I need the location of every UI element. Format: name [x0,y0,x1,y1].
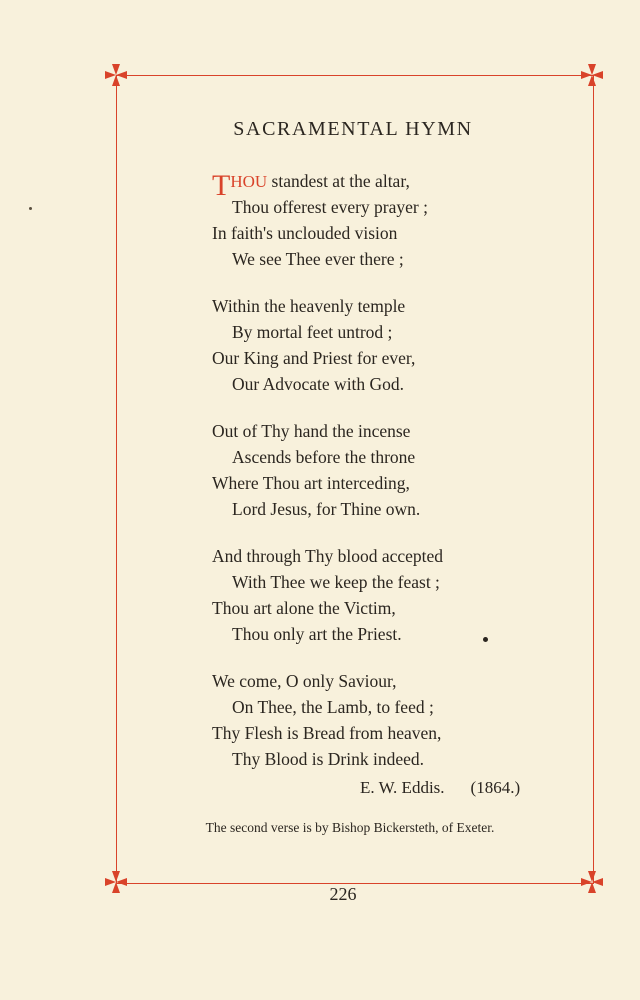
stanza-4 [212,543,532,647]
poem-line: In faith's unclouded vision [212,223,398,243]
poem-line: Out of Thy hand the incense [212,421,411,441]
author-name: E. W. Eddis. [360,778,445,797]
poem-line: We see Thee ever there ; [232,249,404,269]
poem-line: Thy Blood is Drink indeed. [232,749,424,769]
poem-line: Where Thou art interceding, [212,473,410,493]
poem-line: With Thee we keep the feast ; [232,572,440,592]
poem-line: By mortal feet untrod ; [232,322,393,342]
stanza-2 [212,293,532,397]
poem-line: Our King and Priest for ever, [212,348,416,368]
paper-speck [29,207,32,210]
hymn-date: (1864.) [470,778,521,797]
cross-patee-icon [104,63,128,87]
poem-line: Thou only art the Priest. [232,624,402,644]
poem-line: We come, O only Saviour, [212,671,397,691]
footnote: The second verse is by Bishop Bickersteth, of Exeter. [205,820,495,835]
poem-line: Thou offerest every prayer ; [232,197,428,217]
hymn-title: SACRAMENTAL HYMN [233,118,473,140]
drop-cap: THOU [212,169,268,202]
cross-patee-icon [580,63,604,87]
poem-line: Thou art alone the Victim, [212,598,396,618]
stanza-1 [212,168,532,272]
ink-dot [483,637,488,642]
poem-line: Our Advocate with God. [232,374,405,394]
page-number: 226 [329,884,357,904]
poem-line: On Thee, the Lamb, to feed ; [232,697,434,717]
poem-line: Lord Jesus, for Thine own. [232,499,421,519]
poem-line: Within the heavenly temple [212,296,406,316]
attribution [360,778,520,798]
stanza-3 [212,418,532,522]
poem-line: Thy Flesh is Bread from heaven, [212,723,442,743]
poem [212,168,532,793]
poem-line: THOU standest at the altar, [212,169,410,202]
poem-line: And through Thy blood accepted [212,546,444,566]
poem-line: Ascends before the throne [232,447,416,467]
stanza-5 [212,668,532,772]
